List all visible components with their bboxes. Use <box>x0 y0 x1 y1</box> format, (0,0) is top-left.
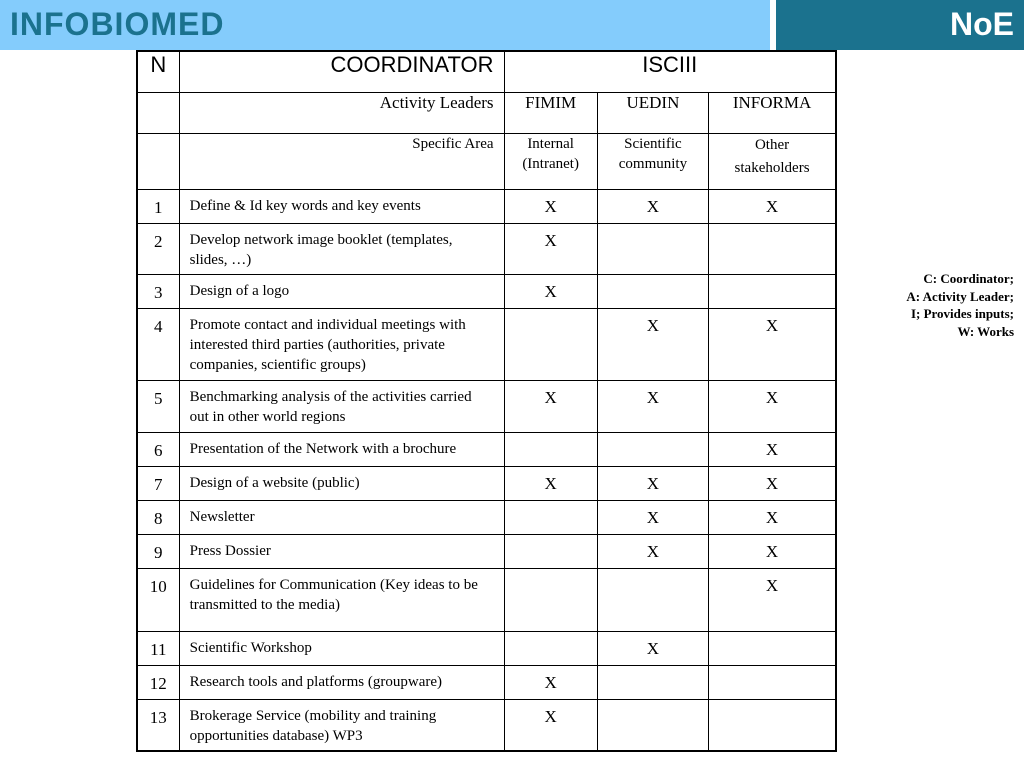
uedin-cell <box>597 700 708 751</box>
activity-cell: Press Dossier <box>179 535 504 569</box>
uedin-cell: X <box>597 381 708 433</box>
fimim-cell <box>504 501 597 535</box>
header-row-specific-area <box>137 134 836 190</box>
informa-cell: X <box>709 309 836 381</box>
fimim-cell: X <box>504 666 597 700</box>
area-uedin <box>597 134 708 190</box>
activity-cell: Design of a logo <box>179 275 504 309</box>
row-number: 6 <box>137 433 179 467</box>
coordinator-value: ISCIII <box>504 51 836 93</box>
row-number: 8 <box>137 501 179 535</box>
page-title: INFOBIOMED <box>10 6 225 42</box>
header-row-activity-leaders <box>137 93 836 134</box>
informa-cell: X <box>709 467 836 501</box>
activity-cell: Brokerage Service (mobility and training opportunities database) WP3 <box>179 700 504 751</box>
activity-cell: Promote contact and individual meetings with interested third parties (authorities, private companies, scientific groups) <box>179 309 504 381</box>
table-row <box>137 700 836 751</box>
informa-cell <box>709 700 836 751</box>
row-number: 2 <box>137 224 179 275</box>
informa-cell: X <box>709 190 836 224</box>
fimim-cell: X <box>504 190 597 224</box>
row-number: 9 <box>137 535 179 569</box>
informa-cell <box>709 666 836 700</box>
legend-line: W: Works <box>957 323 1014 339</box>
legend-line: I; Provides inputs; <box>910 306 1014 321</box>
area-informa <box>709 134 836 190</box>
activity-cell: Guidelines for Communication (Key ideas to be transmitted to the media) <box>179 569 504 632</box>
fimim-cell: X <box>504 275 597 309</box>
fimim-cell <box>504 569 597 632</box>
uedin-cell <box>597 275 708 309</box>
empty-cell <box>137 134 179 190</box>
activity-cell: Presentation of the Network with a brochure <box>179 433 504 467</box>
table-row <box>137 381 836 433</box>
activity-leaders-label: Activity Leaders <box>179 93 504 134</box>
table-row <box>137 666 836 700</box>
table-row <box>137 569 836 632</box>
fimim-cell: X <box>504 381 597 433</box>
legend <box>814 270 1014 340</box>
area-informa-line1: Other <box>754 137 790 153</box>
fimim-cell <box>504 535 597 569</box>
specific-area-label: Specific Area <box>179 134 504 190</box>
uedin-cell: X <box>597 535 708 569</box>
column-header-uedin: UEDIN <box>597 93 708 134</box>
row-number: 3 <box>137 275 179 309</box>
uedin-cell <box>597 433 708 467</box>
area-fimim <box>504 134 597 190</box>
fimim-cell <box>504 309 597 381</box>
uedin-cell: X <box>597 190 708 224</box>
table-row <box>137 535 836 569</box>
uedin-cell: X <box>597 309 708 381</box>
fimim-cell: X <box>504 224 597 275</box>
informa-cell <box>709 224 836 275</box>
row-number: 11 <box>137 632 179 666</box>
informa-cell: X <box>709 381 836 433</box>
header-noe-label: NoE <box>950 6 1014 42</box>
column-header-informa: INFORMA <box>709 93 836 134</box>
uedin-cell: X <box>597 467 708 501</box>
row-number: 4 <box>137 309 179 381</box>
activity-cell: Define & Id key words and key events <box>179 190 504 224</box>
area-fimim-line1: Internal <box>527 136 574 152</box>
row-number: 12 <box>137 666 179 700</box>
row-number: 7 <box>137 467 179 501</box>
uedin-cell <box>597 224 708 275</box>
activity-cell: Research tools and platforms (groupware) <box>179 666 504 700</box>
activity-cell: Design of a website (public) <box>179 467 504 501</box>
coordinator-label: COORDINATOR <box>179 51 504 93</box>
uedin-cell <box>597 569 708 632</box>
column-header-fimim: FIMIM <box>504 93 597 134</box>
table-row <box>137 501 836 535</box>
row-number: 1 <box>137 190 179 224</box>
table-row <box>137 467 836 501</box>
empty-cell <box>137 93 179 134</box>
activity-cell: Benchmarking analysis of the activities carried out in other world regions <box>179 381 504 433</box>
table-row <box>137 190 836 224</box>
area-uedin-line1: Scientific <box>624 136 682 152</box>
area-fimim-line2: (Intranet) <box>522 156 579 172</box>
slide-header <box>0 0 1024 50</box>
table-row <box>137 433 836 467</box>
area-informa-line2: stakeholders <box>734 160 810 176</box>
legend-line: A: Activity Leader; <box>906 288 1014 304</box>
informa-cell: X <box>709 569 836 632</box>
fimim-cell <box>504 632 597 666</box>
header-row-coordinator <box>137 51 836 93</box>
fimim-cell: X <box>504 467 597 501</box>
activity-cell: Develop network image booklet (templates, slides, …) <box>179 224 504 275</box>
fimim-cell: X <box>504 700 597 751</box>
table-row <box>137 275 836 309</box>
activity-cell: Scientific Workshop <box>179 632 504 666</box>
uedin-cell: X <box>597 632 708 666</box>
informa-cell: X <box>709 433 836 467</box>
area-uedin-line2: community <box>618 156 688 172</box>
informa-cell <box>709 632 836 666</box>
fimim-cell <box>504 433 597 467</box>
informa-cell: X <box>709 535 836 569</box>
row-number: 5 <box>137 381 179 433</box>
informa-cell: X <box>709 501 836 535</box>
uedin-cell <box>597 666 708 700</box>
table-row <box>137 309 836 381</box>
column-header-n: N <box>137 51 179 93</box>
uedin-cell: X <box>597 501 708 535</box>
table-row <box>137 224 836 275</box>
legend-line: C: Coordinator; <box>923 271 1014 286</box>
table-row <box>137 632 836 666</box>
activity-cell: Newsletter <box>179 501 504 535</box>
activity-table <box>136 50 837 752</box>
row-number: 10 <box>137 569 179 632</box>
row-number: 13 <box>137 700 179 751</box>
